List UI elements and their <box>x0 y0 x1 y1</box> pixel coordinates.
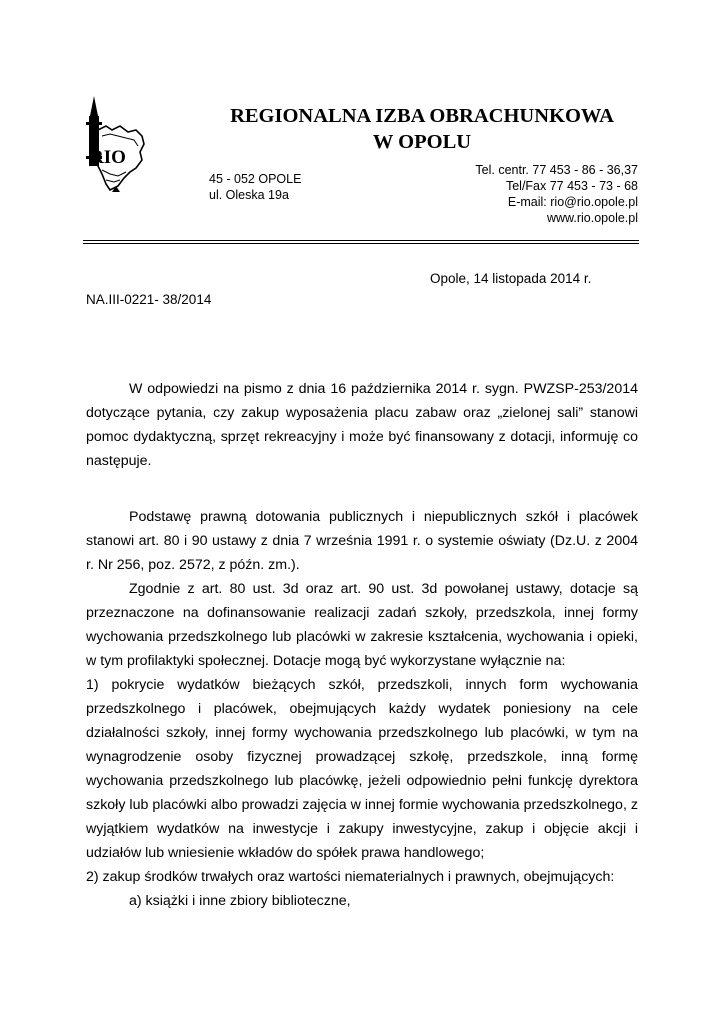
paragraph-grant-purpose: Zgodnie z art. 80 ust. 3d oraz art. 90 ust. 3d powołanej ustawy, dotacje są przeznaczone na dofinansowanie realizacji zadań szkoły, przedszkola, innej formy wychowania przedszkolnego lub placówki w zakresie kształcenia, wychowania i opieki, w tym profilaktyki społecznej. Dotacje mogą być wykorzystane wyłącznie na: <box>86 581 638 669</box>
contact-phone: Tel. centr. 77 453 - 86 - 36,37 <box>475 163 638 177</box>
address-street: ul. Oleska 19a <box>209 188 289 202</box>
reference-number: NA.III-0221- 38/2014 <box>86 292 212 307</box>
header-divider-bottom <box>83 243 639 244</box>
list-item-2: 2) zakup środków trwałych oraz wartości niematerialnych i prawnych, obejmujących: <box>86 869 615 885</box>
paragraph-intro: W odpowiedzi na pismo z dnia 16 października 2014 r. sygn. PWZSP-253/2014 dotyczące pytania, czy zakup wyposażenia placu zabaw oraz „zielonej sali” stanowi pomoc dydaktyczną, sprzęt rekreacyjny i może być finansowany z dotacji, informuję co następuje. <box>86 381 638 469</box>
body-section-intro <box>86 377 638 473</box>
contact-email: E-mail: rio@rio.opole.pl <box>507 195 638 209</box>
contact-website: www.rio.opole.pl <box>546 211 638 225</box>
address-postal: 45 - 052 OPOLE <box>209 172 302 186</box>
list-item-2a: a) książki i inne zbiory biblioteczne, <box>129 893 351 909</box>
logo-text: RIO <box>90 147 126 168</box>
contact-fax: Tel/Fax 77 453 - 73 - 68 <box>505 179 638 193</box>
list-item-1: 1) pokrycie wydatków bieżących szkół, przedszkoli, innych form wychowania przedszkolnego i placówek, obejmujących każdy wydatek poniesiony na cele działalności szkoły, innej formy wychowania przedszkolnego lub placówki, w tym na wynagrodzenie osoby fizycznej prowadzącej szkołę, przedszkole, inną formę wychowania przedszkolnego lub placówkę, jeżeli odpowiednio pełni funkcję dyrektora szkoły lub placówki albo prowadzi zajęcia w innej formie wychowania przedszkolnego, z wyjątkiem wydatków na inwestycje i zakupy inwestycyjne, zakup i objęcie akcji i udziałów lub wniesienie wkładów do spółek prawa handlowego; <box>86 677 638 861</box>
org-name-line2: W OPOLU <box>372 131 472 153</box>
rio-logo <box>80 96 152 194</box>
body-section-legal <box>86 505 638 913</box>
letter-date: Opole, 14 listopada 2014 r. <box>430 271 592 286</box>
paragraph-legal-basis: Podstawę prawną dotowania publicznych i niepublicznych szkół i placówek stanowi art. 80 i 90 ustawy z dnia 7 września 1991 r. o systemie oświaty (Dz.U. z 2004 r. Nr 256, poz. 2572, z późn. zm.). <box>86 509 638 573</box>
header-divider-top <box>83 240 639 241</box>
org-name-line1: REGIONALNA IZBA OBRACHUNKOWA <box>230 105 614 127</box>
